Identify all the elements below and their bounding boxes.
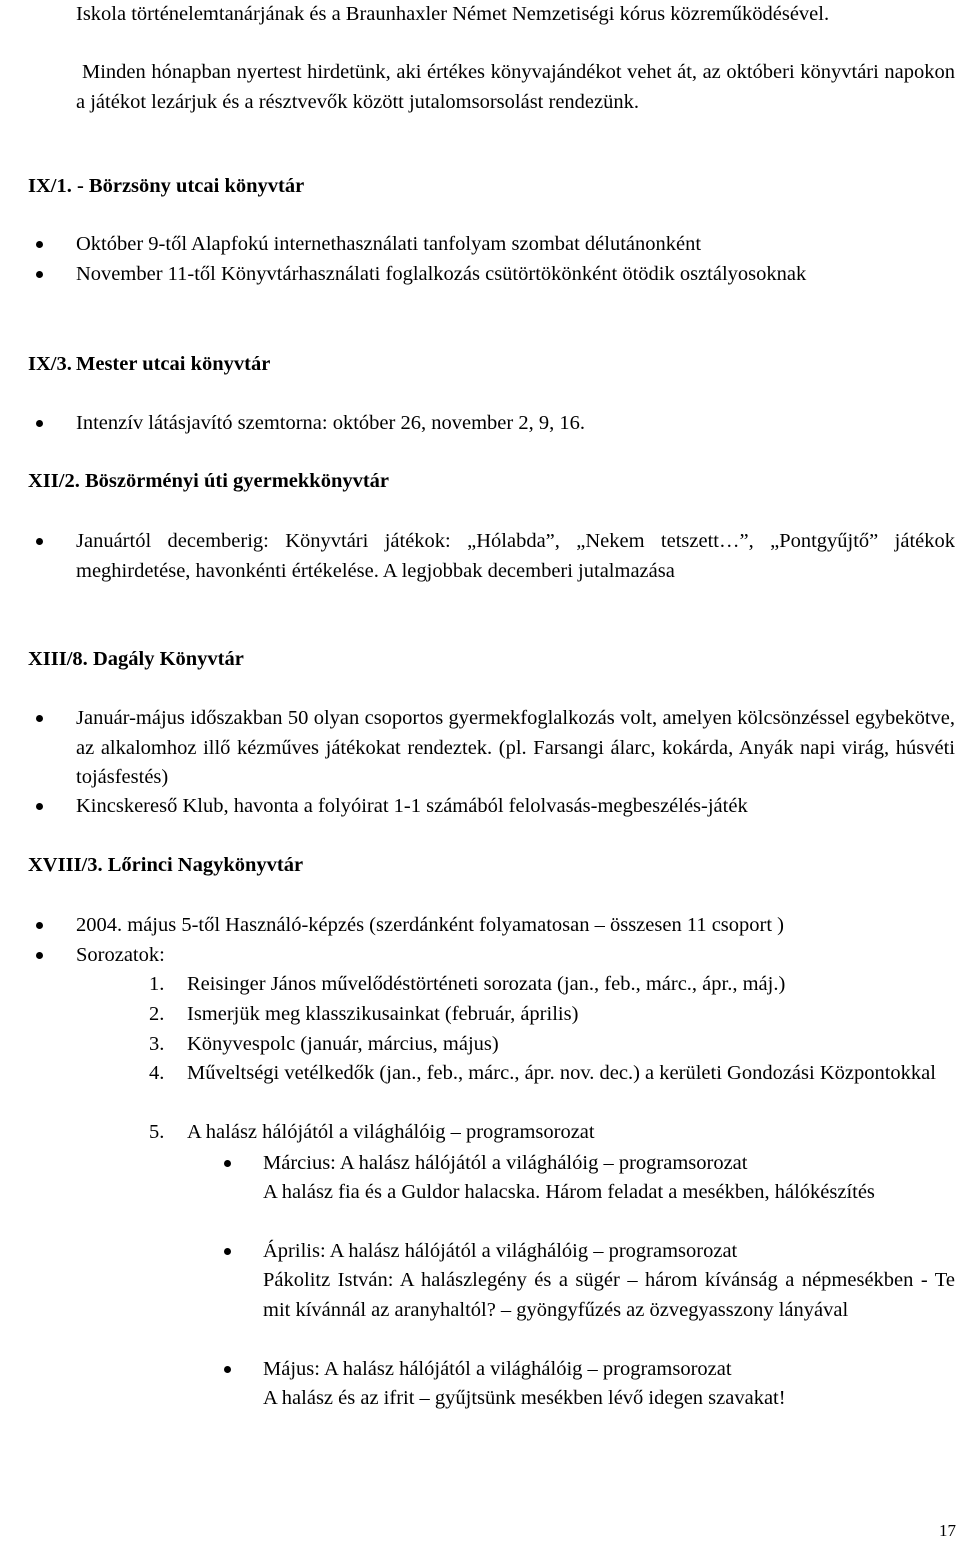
- bullet-icon: [36, 715, 43, 722]
- series-number: 4.: [149, 1062, 165, 1084]
- list-item: 2004. május 5-től Használó-képzés (szerdánként folyamatosan – összesen 11 csoport ): [76, 914, 784, 936]
- section-title: Böszörményi úti gyermekkönyvtár: [84, 470, 390, 492]
- section-code: XVIII/3.: [28, 854, 103, 876]
- section-title: Dagály Könyvtár: [92, 648, 244, 670]
- section-heading-ix-1: [28, 172, 304, 202]
- section-title: - Börzsöny utcai könyvtár: [76, 175, 305, 197]
- series-number: 3.: [149, 1033, 165, 1055]
- subitem-head: Március: A halász hálójától a világhálóig – programsorozat: [263, 1152, 748, 1174]
- bullet-icon: [36, 922, 43, 929]
- series-item: Reisinger János művelődéstörténeti sorozata (jan., feb., márc., ápr., máj.): [187, 973, 786, 995]
- bullet-icon: [224, 1366, 231, 1373]
- bullet-icon: [36, 803, 43, 810]
- list-item: Kincskereső Klub, havonta a folyóirat 1-1 számából felolvasás-megbeszélés-játék: [76, 795, 748, 817]
- series-item: Könyvespolc (január, március, május): [187, 1033, 499, 1055]
- intro-paragraph-2: Minden hónapban nyertest hirdetünk, aki értékes könyvajándékot vehet át, az októberi könyvtári napokon a játékot lezárjuk és a résztvevők között jutalomsorsolást rendezünk.: [76, 61, 955, 113]
- bullet-icon: [36, 420, 43, 427]
- list-item: Januártól decemberig: Könyvtári játékok: „Hólabda”, „Nekem tetszett…”, „Pontgyűjtő” játékok meghirdetése, havonkénti értékelése. A legjobbak decemberi jutalmazása: [76, 530, 955, 582]
- subitem-head: Április: A halász hálójától a világhálóig – programsorozat: [263, 1240, 738, 1262]
- section-code: XII/2.: [28, 470, 80, 492]
- subitem-head: Május: A halász hálójától a világhálóig – programsorozat: [263, 1358, 732, 1380]
- list-item: Intenzív látásjavító szemtorna: október 26, november 2, 9, 16.: [76, 412, 585, 434]
- section-title: Mester utcai könyvtár: [76, 353, 271, 375]
- bullet-icon: [36, 952, 43, 959]
- list-item: Sorozatok:: [76, 944, 165, 966]
- subitem-body: A halász és az ifrit – gyűjtsünk mesékben lévő idegen szavakat!: [263, 1387, 786, 1409]
- section-heading-xiii-8: [28, 645, 244, 675]
- bullet-icon: [36, 538, 43, 545]
- intro-paragraph-1: Iskola történelemtanárjának és a Braunhaxler Német Nemzetiségi kórus közreműködésével.: [76, 3, 830, 25]
- section-heading-ix-3: [28, 350, 72, 380]
- series-number: 5.: [149, 1121, 165, 1143]
- list-item: November 11-től Könyvtárhasználati foglalkozás csütörtökönként ötödik osztályosoknak: [76, 263, 807, 285]
- section-code: XIII/8.: [28, 648, 88, 670]
- section-heading-xii-2: [28, 467, 389, 497]
- section-title: Lőrinci Nagykönyvtár: [107, 854, 304, 876]
- list-item: Október 9-től Alapfokú internethasználati tanfolyam szombat délutánonként: [76, 233, 702, 255]
- subitem-body: Pákolitz István: A halászlegény és a sügér – három kívánság a népmesékben - Te mit kívánnál az aranyhaltól? – gyöngyfűzés az özvegyasszony lányával: [263, 1269, 955, 1321]
- series-number: 2.: [149, 1003, 165, 1025]
- series-item: Ismerjük meg klasszikusainkat (február, április): [187, 1003, 579, 1025]
- section-code: IX/1.: [28, 175, 72, 197]
- bullet-icon: [36, 241, 43, 248]
- series-item: A halász hálójától a világhálóig – programsorozat: [187, 1121, 595, 1143]
- subitem-body: A halász fia és a Guldor halacska. Három feladat a mesékben, hálókészítés: [263, 1181, 875, 1203]
- list-item: Január-május időszakban 50 olyan csoportos gyermekfoglalkozás volt, amelyen kölcsönzéssel egybekötve, az alkalomhoz illő kézműves játékokat rendeztek. (pl. Farsangi álarc, kokárda, Anyák napi virág, húsvéti tojásfestés): [76, 707, 955, 788]
- section-code: IX/3.: [28, 353, 72, 375]
- series-number: 1.: [149, 973, 165, 995]
- page-number: 17: [939, 1521, 956, 1540]
- bullet-icon: [36, 271, 43, 278]
- bullet-icon: [224, 1160, 231, 1167]
- section-heading-xviii-3: [28, 851, 303, 881]
- bullet-icon: [224, 1248, 231, 1255]
- series-item: Műveltségi vetélkedők (jan., feb., márc., ápr. nov. dec.) a kerületi Gondozási Központokkal: [187, 1062, 936, 1084]
